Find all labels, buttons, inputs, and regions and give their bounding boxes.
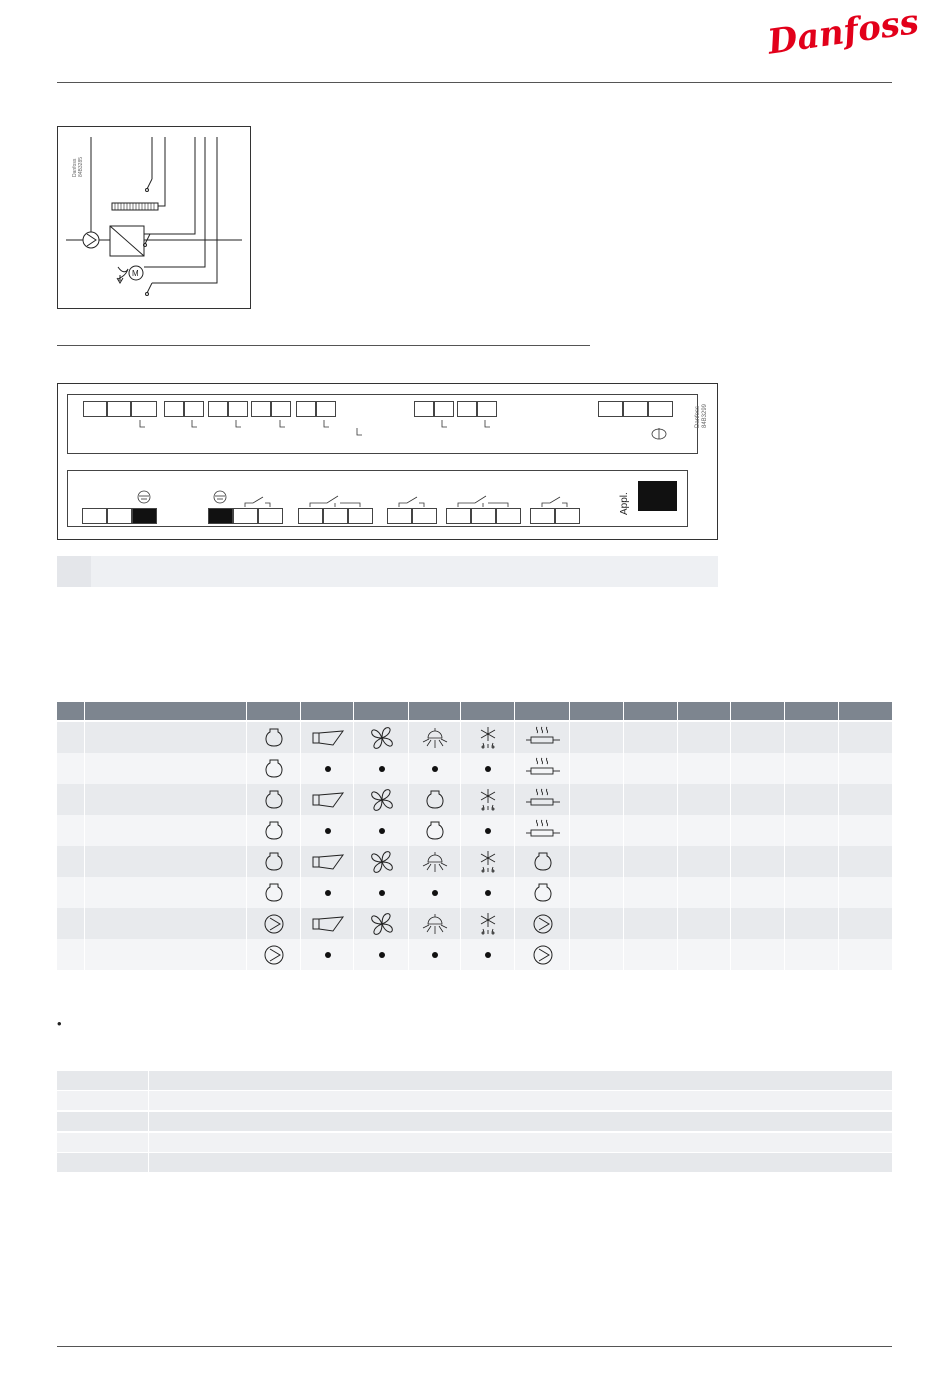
defrost-icon [461,722,515,753]
table-cell [785,753,839,784]
table-cell [678,908,731,939]
table-header [57,702,892,720]
option-dot [409,939,461,970]
table-cell [678,815,731,846]
compressor-icon [247,846,301,877]
valve-icon [301,784,354,815]
table-cell [624,877,678,908]
compressor-icon [409,815,461,846]
valve-icon [301,908,354,939]
table-cell [57,846,85,877]
table-cell [85,846,247,877]
footer-rule [57,1346,892,1347]
system-schematic [57,126,251,309]
option-dot [354,815,409,846]
table-cell [624,815,678,846]
table-cell [678,784,731,815]
option-dot [301,939,354,970]
terminal-diagram [57,383,718,540]
table-cell [570,753,624,784]
table-row [57,815,892,846]
light-icon [409,722,461,753]
appl-label: Appl. [619,492,630,515]
settings-table [57,1071,892,1173]
table-cell [839,784,892,815]
table-row [57,1091,892,1110]
table-cell [57,815,85,846]
option-dot [409,877,461,908]
table-cell [678,722,731,753]
table-cell [731,939,785,970]
table-cell [570,846,624,877]
table-cell [570,722,624,753]
table-cell [731,815,785,846]
compressor-icon [515,877,570,908]
table-row [57,722,892,753]
table-row [57,939,892,970]
fan-icon [354,784,409,815]
table-cell [678,877,731,908]
heater-icon [515,722,570,753]
table-cell [85,753,247,784]
table-cell [57,939,85,970]
section-rule [57,345,590,346]
option-dot [461,753,515,784]
logo-wordmark: Danfoss [765,1,922,63]
table-cell [785,939,839,970]
table-cell [570,784,624,815]
table-cell [85,877,247,908]
table-cell [785,815,839,846]
danfoss-logo [764,1,922,63]
table-row [57,1112,892,1131]
table-cell [624,722,678,753]
table-cell [85,722,247,753]
valve-icon [301,846,354,877]
table-cell [570,877,624,908]
table-cell [731,784,785,815]
relay-marks [67,470,688,527]
output-terminal-panel [67,470,688,527]
table-cell [731,877,785,908]
table-row [57,1071,892,1090]
pump-icon [247,939,301,970]
header-rule [57,82,892,83]
compressor-icon [409,784,461,815]
option-dot [461,939,515,970]
option-dot [301,877,354,908]
table-row [57,1153,892,1172]
fan-icon [354,908,409,939]
option-dot [301,753,354,784]
table-cell [839,815,892,846]
compressor-icon [247,877,301,908]
table-cell [624,908,678,939]
ground-marks [67,394,698,454]
light-icon [409,908,461,939]
defrost-icon [461,846,515,877]
table-cell [570,908,624,939]
fan-icon [354,722,409,753]
table-cell [57,784,85,815]
table-cell [85,815,247,846]
table-row [57,753,892,784]
defrost-icon [461,784,515,815]
fan-icon [354,846,409,877]
table-cell [570,939,624,970]
table-cell [624,846,678,877]
table-cell [785,722,839,753]
table-cell [624,753,678,784]
table-cell [57,753,85,784]
table-cell [570,815,624,846]
table-row [57,908,892,939]
table-cell [731,846,785,877]
table-row [57,846,892,877]
table-cell [785,784,839,815]
option-dot [354,753,409,784]
table-row [57,877,892,908]
caption-number-cell [57,556,91,587]
compressor-icon [247,784,301,815]
table-cell [839,939,892,970]
input-terminal-panel [67,394,698,454]
table-cell [731,753,785,784]
table-cell [839,722,892,753]
option-dot [461,815,515,846]
compressor-icon [247,815,301,846]
table-cell [839,846,892,877]
table-cell [57,722,85,753]
table-cell [57,877,85,908]
option-dot [461,877,515,908]
table-cell [785,908,839,939]
application-table [57,702,892,964]
table-cell [731,908,785,939]
table-cell [57,908,85,939]
schematic-code: Danfoss 84B3285 [72,156,84,177]
option-dot [354,939,409,970]
compressor-icon [515,846,570,877]
heater-icon [515,753,570,784]
table-cell [839,908,892,939]
caption-strip [57,556,718,587]
light-icon [409,846,461,877]
pump-icon [515,908,570,939]
table-cell [839,753,892,784]
compressor-icon [247,722,301,753]
table-row [57,1133,892,1152]
option-dot [301,815,354,846]
option-dot [354,877,409,908]
table-row [57,784,892,815]
table-cell [839,877,892,908]
table-cell [85,908,247,939]
appl-display [638,481,677,511]
table-cell [785,877,839,908]
table-cell [678,939,731,970]
table-cell [785,846,839,877]
table-cell [624,939,678,970]
option-dot [409,753,461,784]
heater-icon [515,815,570,846]
pump-icon [247,908,301,939]
valve-icon [301,722,354,753]
heater-icon [515,784,570,815]
svg-text:M: M [132,269,139,278]
table-cell [678,753,731,784]
table-cell [85,784,247,815]
table-cell [624,784,678,815]
table-cell [85,939,247,970]
table-cell [678,846,731,877]
pump-icon [515,939,570,970]
defrost-icon [461,908,515,939]
legend-bullet: • [57,1016,62,1031]
table-cell [731,722,785,753]
diagram-code: Danfoss 84B3299 [695,403,708,428]
compressor-icon [247,753,301,784]
